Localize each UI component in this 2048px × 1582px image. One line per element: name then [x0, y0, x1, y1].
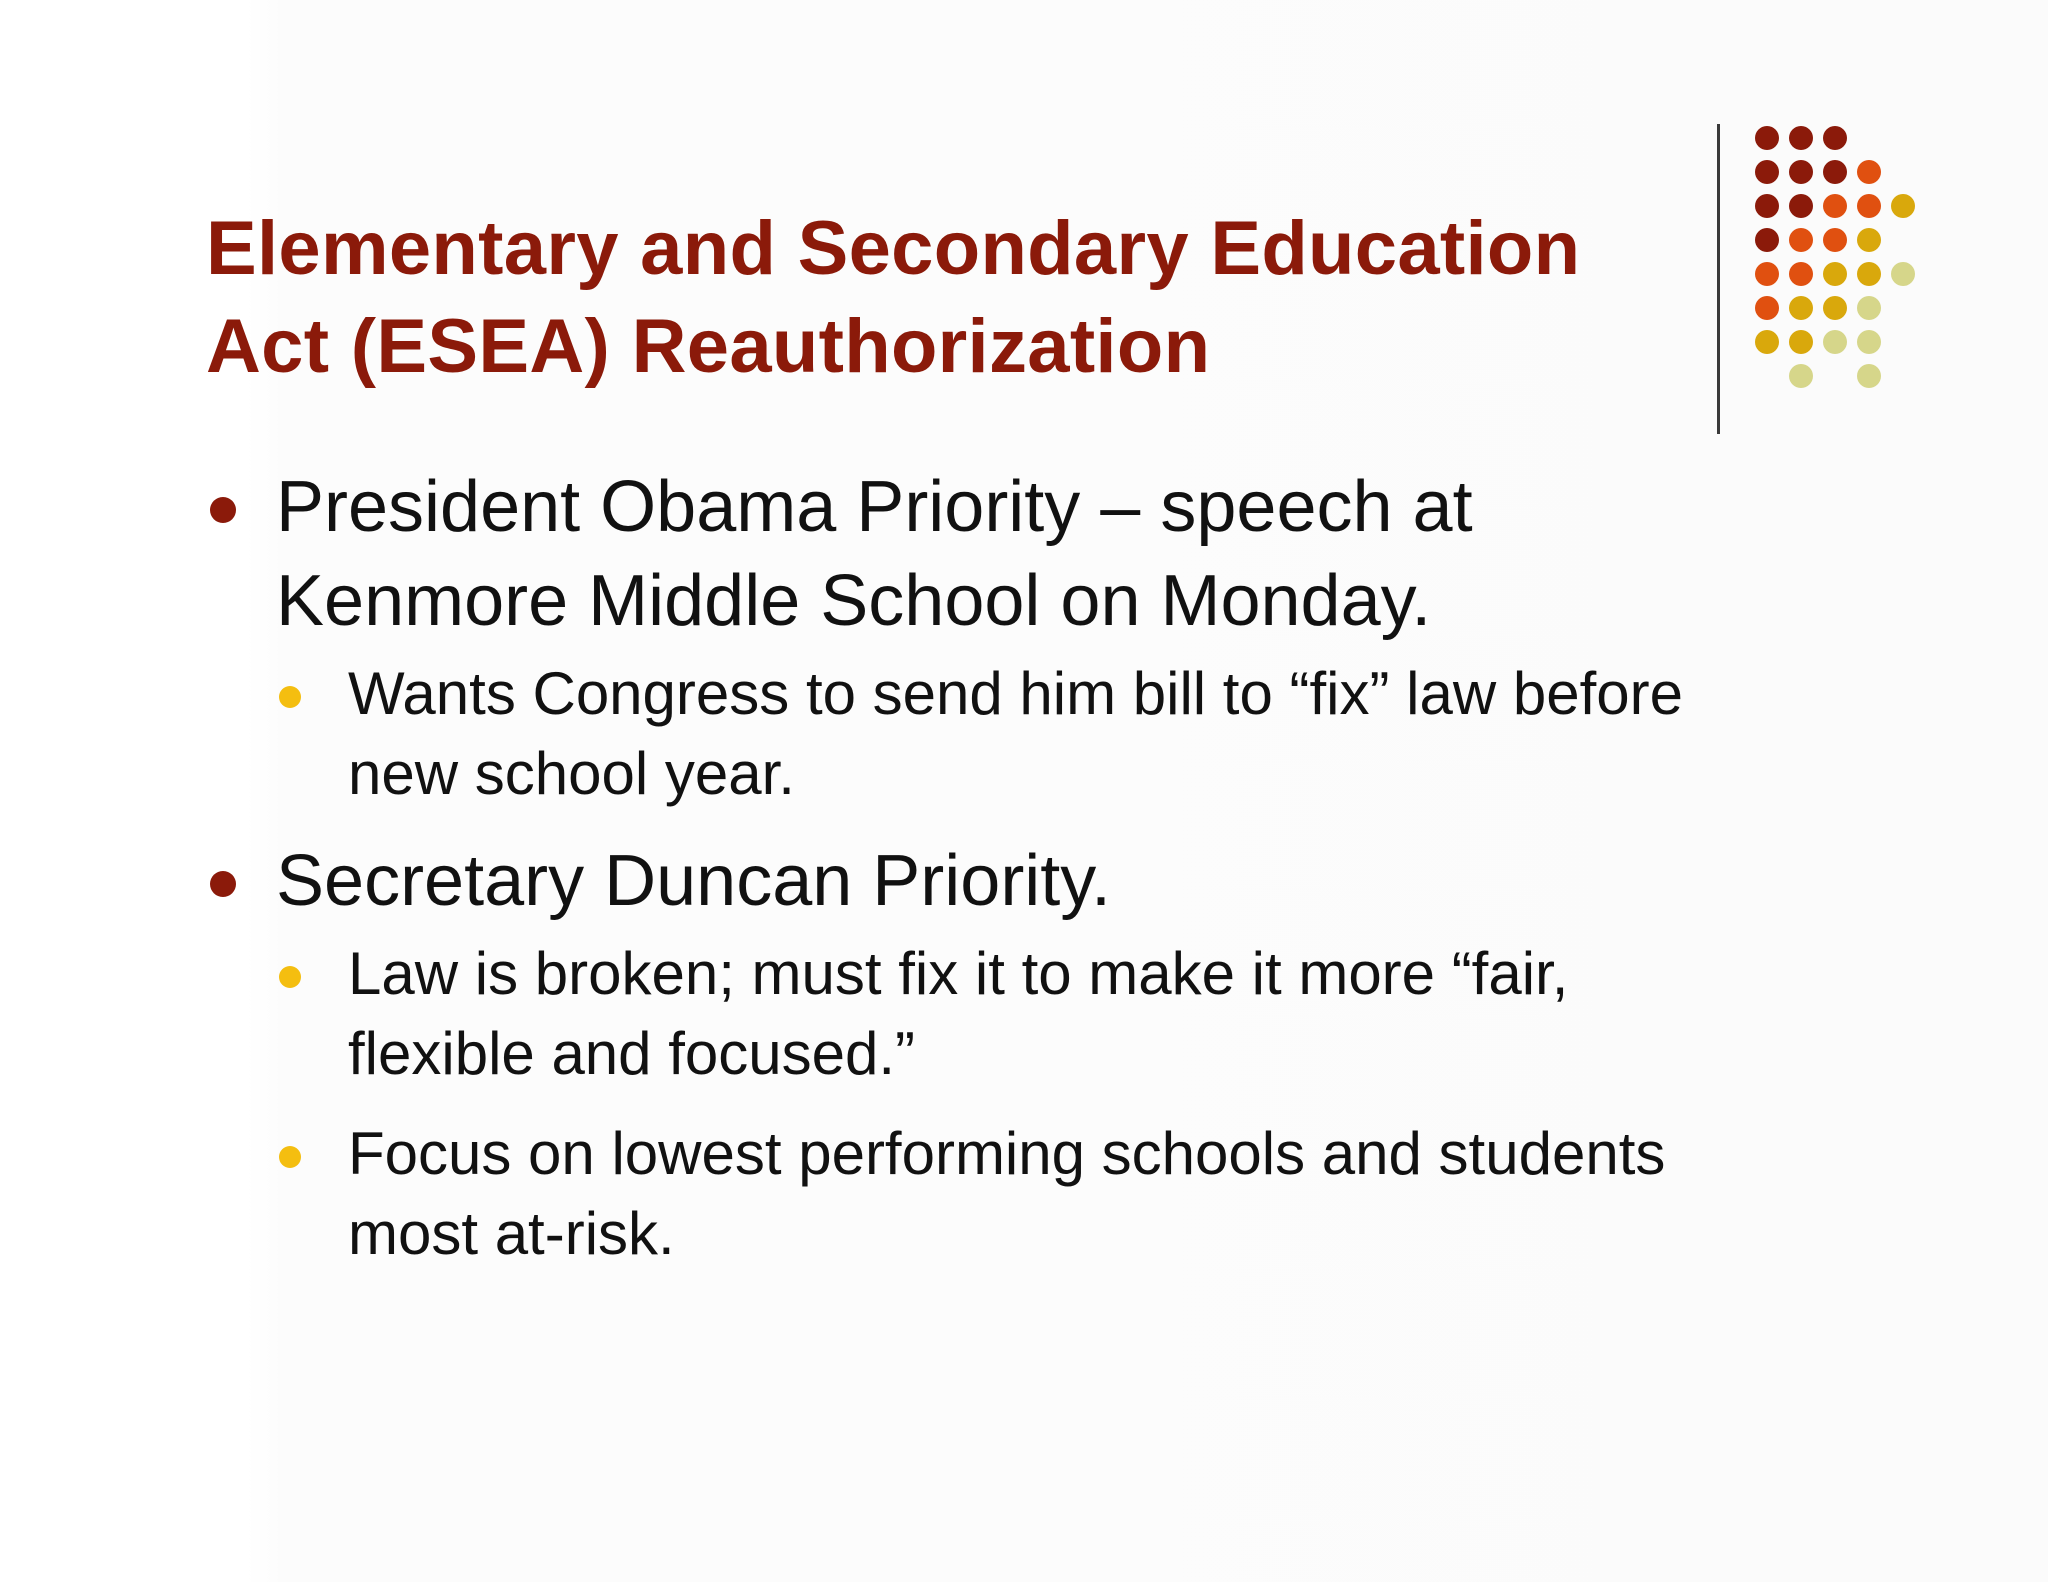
decor-dot [1755, 296, 1779, 320]
sub-bullet-text-line: flexible and focused.” [348, 1020, 916, 1087]
decor-dot [1891, 194, 1915, 218]
decor-dot [1789, 228, 1813, 252]
slide-title [206, 200, 1706, 396]
sub-bullet-text-line: new school year. [348, 740, 795, 807]
decor-dot [1789, 160, 1813, 184]
title-line-1: Elementary and Secondary Education [206, 206, 1581, 291]
sub-bullet-marker [279, 966, 301, 988]
bullet-item [206, 834, 1856, 1274]
sub-bullet-marker [279, 1146, 301, 1168]
decor-dot [1789, 364, 1813, 388]
sub-bullet-item [206, 654, 1856, 814]
decor-dot [1857, 228, 1881, 252]
bullet-text-line: Kenmore Middle School on Monday. [276, 561, 1432, 641]
decorative-dot-grid [1755, 120, 1945, 400]
sub-bullet-item [206, 934, 1856, 1094]
decor-dot [1755, 262, 1779, 286]
bullet-text-line: Secretary Duncan Priority. [276, 841, 1111, 921]
sub-bullet-text-line: Wants Congress to send him bill to “fix” law before [348, 660, 1683, 727]
decor-dot [1823, 296, 1847, 320]
title-divider [1717, 124, 1720, 434]
decor-dot [1755, 194, 1779, 218]
sub-bullet-list [276, 654, 1856, 814]
decor-dot [1789, 126, 1813, 150]
decor-dot [1857, 296, 1881, 320]
sub-bullet-marker [279, 686, 301, 708]
decor-dot [1891, 262, 1915, 286]
decor-dot [1789, 194, 1813, 218]
decor-dot [1823, 160, 1847, 184]
sub-bullet-list [276, 934, 1856, 1274]
bullet-marker [210, 871, 236, 897]
decor-dot [1823, 330, 1847, 354]
decor-dot [1755, 126, 1779, 150]
sub-bullet-text-line: Focus on lowest performing schools and students [348, 1120, 1666, 1187]
decor-dot [1823, 228, 1847, 252]
sub-bullet-text-line: most at-risk. [348, 1200, 675, 1267]
decor-dot [1755, 330, 1779, 354]
bullet-item [206, 460, 1856, 814]
decor-dot [1857, 364, 1881, 388]
decor-dot [1823, 126, 1847, 150]
bullet-list [206, 460, 1856, 1294]
decor-dot [1823, 262, 1847, 286]
decor-dot [1789, 330, 1813, 354]
bullet-text-line: President Obama Priority – speech at [276, 467, 1473, 547]
decor-dot [1789, 262, 1813, 286]
sub-bullet-text-line: Law is broken; must fix it to make it more “fair, [348, 940, 1569, 1007]
decor-dot [1755, 228, 1779, 252]
decor-dot [1823, 194, 1847, 218]
decor-dot [1857, 330, 1881, 354]
decor-dot [1857, 160, 1881, 184]
decor-dot [1857, 262, 1881, 286]
decor-dot [1857, 194, 1881, 218]
title-line-2: Act (ESEA) Reauthorization [206, 304, 1211, 389]
bullet-marker [210, 497, 236, 523]
decor-dot [1755, 160, 1779, 184]
decor-dot [1789, 296, 1813, 320]
sub-bullet-item [206, 1114, 1856, 1274]
